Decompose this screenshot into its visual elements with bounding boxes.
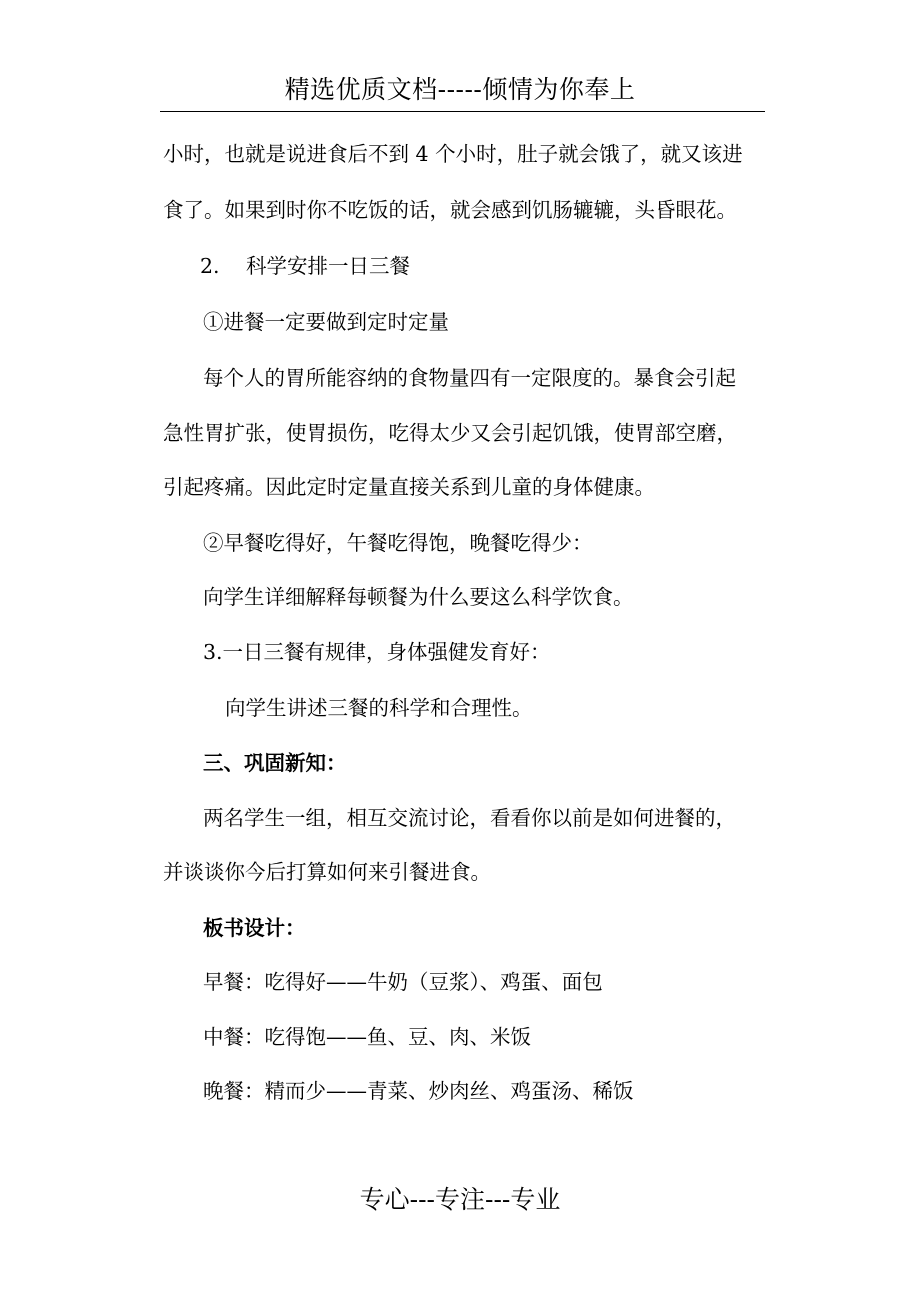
page-footer: 专心---专注---专业 — [359, 1185, 561, 1214]
paragraph-line: 急性胃扩张，使胃损伤，吃得太少又会引起饥饿，使胃部空磨， — [163, 421, 737, 445]
paragraph-line: 每个人的胃所能容纳的食物量四有一定限度的。暴食会引起 — [203, 366, 736, 390]
subsection-heading: ①进餐一定要做到定时定量 — [203, 310, 449, 334]
paragraph-line: 向学生讲述三餐的科学和合理性。 — [225, 696, 533, 720]
paragraph-line: 小时，也就是说进食后不到 4 个小时，肚子就会饿了，就又该进 — [163, 142, 743, 166]
menu-line-breakfast: 早餐：吃得好——牛奶（豆浆）、鸡蛋、面包 — [203, 970, 603, 994]
page-header-title: 精选优质文档-----倾情为你奉上 — [284, 75, 636, 104]
paragraph-line: 引起疼痛。因此定时定量直接关系到儿童的身体健康。 — [163, 475, 655, 499]
list-item-number: 2. — [200, 254, 220, 278]
section-heading: 3.一日三餐有规律，身体强健发育好： — [203, 640, 551, 664]
paragraph-line: 两名学生一组，相互交流讨论，看看你以前是如何进餐的， — [203, 806, 736, 830]
menu-line-lunch: 中餐：吃得饱——鱼、豆、肉、米饭 — [203, 1025, 531, 1049]
paragraph-line: 并谈谈你今后打算如何来引餐进食。 — [163, 860, 491, 884]
section-heading-bold: 板书设计： — [203, 916, 306, 940]
section-heading-bold: 三、巩固新知： — [203, 751, 347, 775]
paragraph-line: 食了。如果到时你不吃饭的话，就会感到饥肠辘辘，头昏眼花。 — [163, 198, 737, 222]
header-divider — [160, 111, 765, 112]
paragraph-line: 向学生详细解释每顿餐为什么要这么科学饮食。 — [203, 585, 634, 609]
menu-line-dinner: 晚餐：精而少——青菜、炒肉丝、鸡蛋汤、稀饭 — [203, 1079, 634, 1103]
subsection-heading: ②早餐吃得好，午餐吃得饱，晚餐吃得少： — [203, 531, 593, 555]
section-heading: 科学安排一日三餐 — [246, 254, 410, 278]
